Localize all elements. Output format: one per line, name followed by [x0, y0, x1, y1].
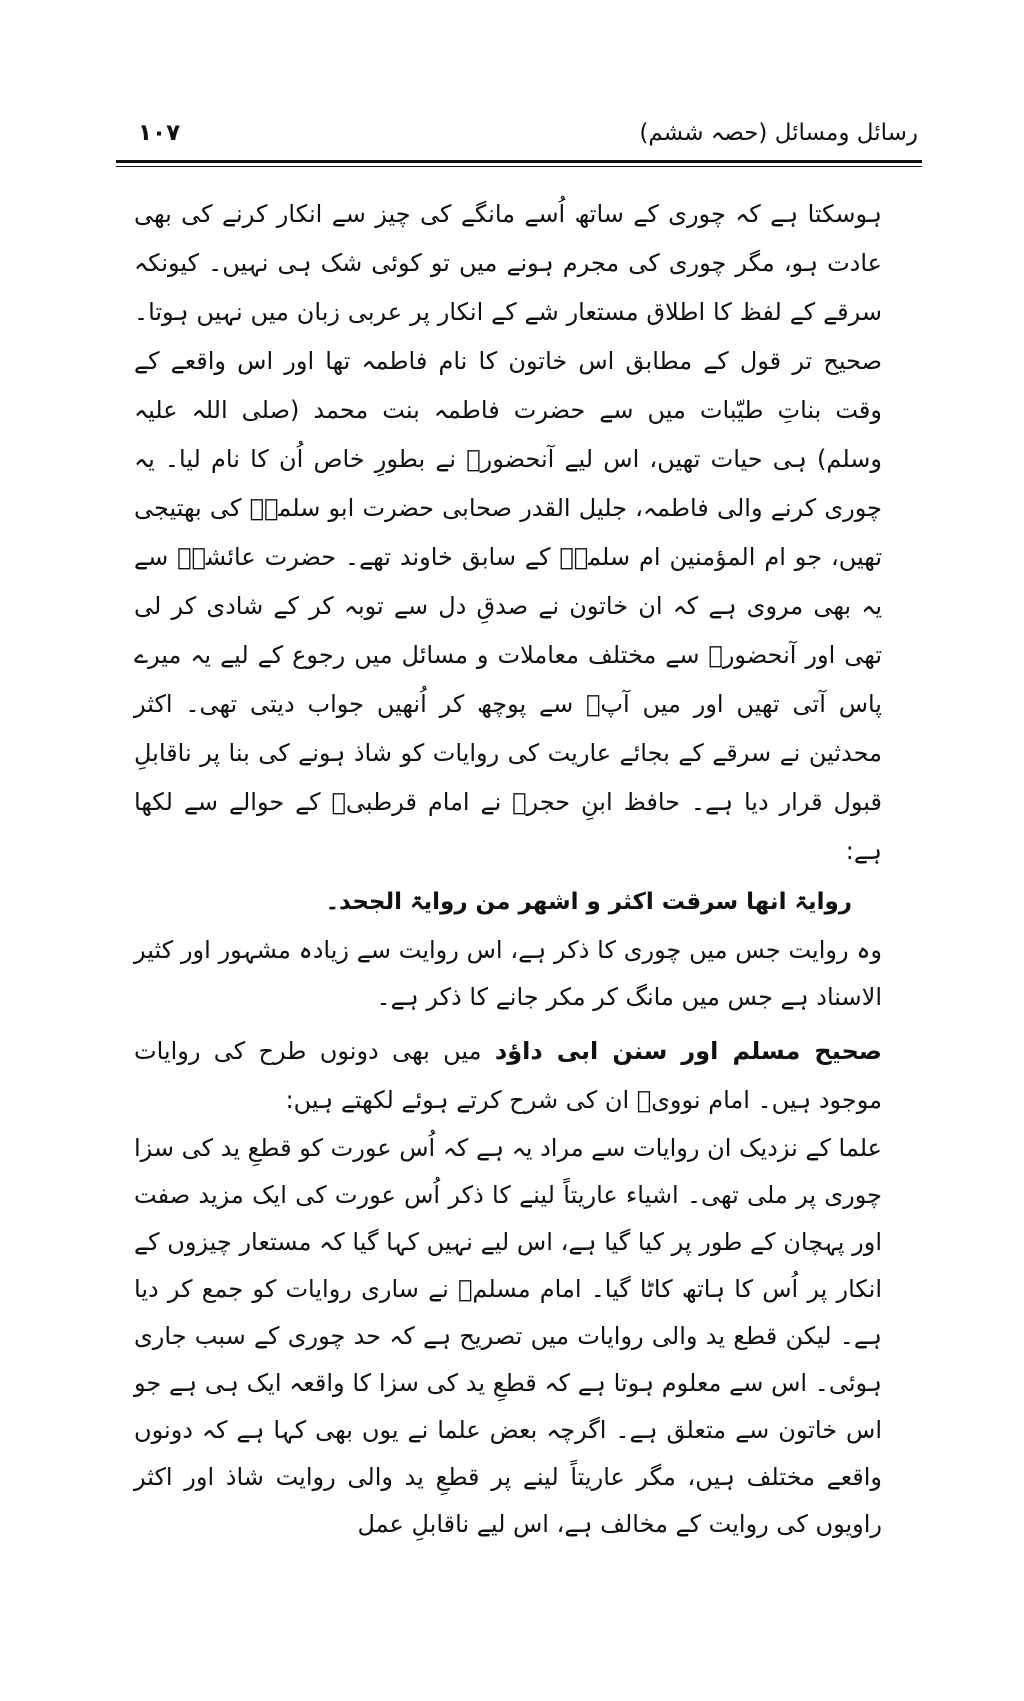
book-names: صحیح مسلم اور سنن ابی داؤد	[494, 1037, 882, 1065]
paragraph-3	[134, 1027, 882, 1125]
quote-translation: وہ روایت جس میں چوری کا ذکر ہے، اس روایت سے زیادہ مشہور اور کثیر الاسناد ہے جس میں مانگ کر مکر جانے کا ذکر ہے۔	[134, 936, 882, 1011]
running-title: رسائل ومسائل (حصہ ششم)	[639, 120, 918, 146]
arabic-quote: روایۃ انھا سرقت اکثر و اشھر من روایۃ الجحد۔	[325, 889, 852, 915]
header-rule-thick	[116, 160, 922, 163]
paragraph-3-text: میں بھی دونوں طرح کی روایات موجود ہیں۔ امام نوویؒ ان کی شرح کرتے ہوئے لکھتے ہیں:	[134, 1037, 882, 1114]
running-header	[116, 112, 922, 158]
page-number: ١٠٧	[138, 120, 181, 146]
page-body	[134, 190, 882, 1548]
header-rule-thin	[116, 166, 922, 167]
paragraph-1: ہوسکتا ہے کہ چوری کے ساتھ اُسے مانگے کی چیز سے انکار کرنے کی بھی عادت ہو، مگر چوری کی مجرم ہونے میں تو کوئی شک ہی نہیں۔ کیونکہ سرقے کے لفظ کا اطلاق مستعار شے کے انکار پر عربی زبان میں نہیں ہوتا۔ صحیح تر قول کے مطابق اس خاتون کا نام فاطمہ تھا اور اس واقعے کے وقت بناتِ طیّبات میں سے حضرت فاطمہ بنت محمد (صلی اللہ علیہ وسلم) ہی حیات تھیں، اس لیے آنحضورؐ نے بطورِ خاص اُن کا نام لیا۔ یہ چوری کرنے والی فاطمہ، جلیل القدر صحابی حضرت ابو سلمہؓ کی بھتیجی تھیں، جو ام المؤمنین ام سلمہؓ کے سابق خاوند تھے۔ حضرت عائشہؓ سے یہ بھی مروی ہے کہ ان خاتون نے صدقِ دل سے توبہ کر کے شادی کر لی تھی اور آنحضورؐ سے مختلف معاملات و مسائل میں رجوع کے لیے یہ میرے پاس آتی تھیں اور میں آپؐ سے پوچھ کر اُنھیں جواب دیتی تھی۔ اکثر محدثین نے سرقے کے بجائے عاریت کی روایات کو شاذ ہونے کی بنا پر ناقابلِ قبول قرار دیا ہے۔ حافظ ابنِ حجرؒ نے امام قرطبیؒ کے حوالے سے لکھا ہے:	[134, 200, 882, 865]
nawawi-quote: علما کے نزدیک ان روایات سے مراد یہ ہے کہ اُس عورت کو قطعِ ید کی سزا چوری پر ملی تھی۔ اشیاء عاریتاً لینے کا ذکر اُس عورت کی ایک مزید صفت اور پہچان کے طور پر کیا گیا ہے، اس لیے نہیں کہا گیا کہ مستعار چیزوں کے انکار پر اُس کا ہاتھ کاٹا گیا۔ امام مسلمؒ نے ساری روایات کو جمع کر دیا ہے۔ لیکن قطع ید والی روایات میں تصریح ہے کہ حد چوری کے سبب جاری ہوئی۔ اس سے معلوم ہوتا ہے کہ قطعِ ید کی سزا کا واقعہ ایک ہی ہے جو اس خاتون سے متعلق ہے۔ اگرچہ بعض علما نے یوں بھی کہا ہے کہ دونوں واقعے مختلف ہیں، مگر عاریتاً لینے پر قطعِ ید والی روایت شاذ اور اکثر راویوں کی روایت کے مخالف ہے، اس لیے ناقابلِ عمل	[134, 1134, 882, 1538]
